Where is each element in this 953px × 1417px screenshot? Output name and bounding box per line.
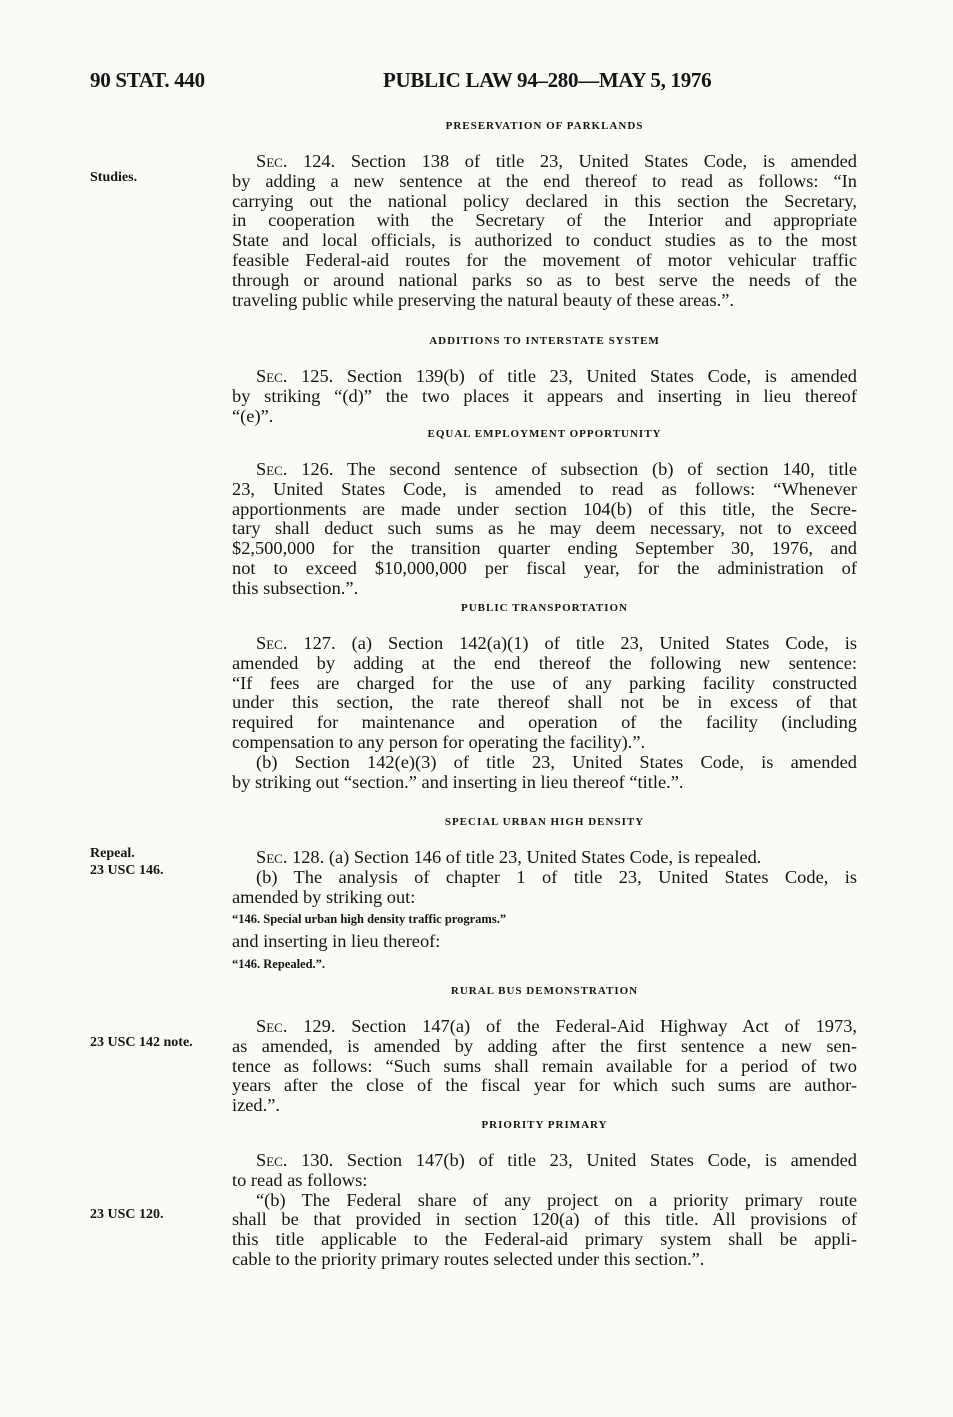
section-label: Sec. [256,1016,288,1036]
sidenote-studies: Studies. [90,170,138,185]
section [232,984,857,1116]
text-line: (b) The analysis of chapter 1 of title 23, United States Code, is [256,866,857,887]
text-line: this title applicable to the Federal-aid primary system shall be appli- [232,1229,857,1250]
text-line: carrying out the national policy declared in this section the Secretary, [232,190,857,211]
text-line: by striking “(d)” the two places it appears and inserting in lieu thereof [232,385,857,406]
text-line: through or around national parks so as to best serve the needs of the [232,269,857,290]
text-line: Sec. 129. Section 147(a) of the Federal-Aid Highway Act of 1973, [256,1016,857,1036]
text-line: $2,500,000 for the transition quarter ending September 30, 1976, and [232,538,857,559]
text-line: tence as follows: “Such sums shall remain available for a period of two [232,1055,857,1076]
text-line: as amended, is amended by adding after the first sentence a new sen- [232,1035,857,1056]
quoted-entry: “146. Repealed.”. [232,957,326,972]
text-line: Sec. 128. (a) Section 146 of title 23, United States Code, is repealed. [256,847,762,867]
text-line: amended by striking out: [232,886,416,907]
text-line: apportionments are made under section 104(b) of this title, the Secre- [232,498,857,519]
section [232,1118,857,1270]
text-line: by adding a new sentence at the end thereof to read as follows: “In [232,170,857,191]
section-label: Sec. [256,151,288,171]
section [232,334,857,426]
sidenote-23usc142: 23 USC 142 note. [90,1035,193,1050]
text-line: traveling public while preserving the natural beauty of these areas.”. [232,289,734,310]
text-line: shall be that provided in section 120(a) of this title. All provisions of [232,1209,857,1230]
section-heading: SPECIAL URBAN HIGH DENSITY [444,816,645,828]
section-heading: PRIORITY PRIMARY [481,1119,608,1131]
section [232,119,857,310]
text-line: Sec. 125. Section 139(b) of title 23, United States Code, is amended [256,366,857,386]
text-line: to read as follows: [232,1169,368,1190]
text-line: Sec. 126. The second sentence of subsection (b) of section 140, title [256,459,857,479]
section-heading: RURAL BUS DEMONSTRATION [450,985,639,997]
text-line: 23, United States Code, is amended to read as follows: “Whenever [232,478,857,499]
text-line: State and local officials, is authorized to conduct studies as to the most [232,230,857,251]
text-line: cable to the priority primary routes selected under this section.”. [232,1248,705,1269]
section-label: Sec. [256,1150,288,1170]
section-label: Sec. [256,847,288,867]
text-line: Sec. 124. Section 138 of title 23, United States Code, is amended [256,151,857,171]
section [232,815,857,977]
text-line: Sec. 130. Section 147(b) of title 23, United States Code, is amended [256,1150,857,1170]
running-title: PUBLIC LAW 94–280—MAY 5, 1976 [383,68,712,92]
text-line: this subsection.”. [232,577,359,598]
section-heading: ADDITIONS TO INTERSTATE SYSTEM [429,335,660,347]
section-heading: EQUAL EMPLOYMENT OPPORTUNITY [427,428,662,440]
text-line: “(e)”. [232,405,274,426]
text-line: “If fees are charged for the use of any parking facility constructed [232,672,857,693]
text-line: compensation to any person for operating the facility).”. [232,731,646,752]
text-line: Sec. 127. (a) Section 142(a)(1) of title 23, United States Code, is [256,633,857,653]
text-line: amended by adding at the end thereof the following new sentence: [232,652,857,673]
text-line: years after the close of the fiscal year for which such sums are author- [232,1075,857,1096]
stat-page-number: 90 STAT. 440 [90,68,205,92]
text-line: required for maintenance and operation of the facility (including [232,712,857,733]
text-line: by striking out “section.” and inserting in lieu thereof “title.”. [232,771,684,792]
section-heading: PRESERVATION OF PARKLANDS [445,120,644,132]
text-line: in cooperation with the Secretary of the Interior and appropriate [232,210,857,231]
text-line: ized.”. [232,1095,280,1116]
text-line: and inserting in lieu thereof: [232,931,441,952]
quoted-entry: “146. Special urban high density traffic programs.” [232,912,507,927]
sidenote-repeal: Repeal. [90,846,135,861]
text-line: not to exceed $10,000,000 per fiscal year, for the administration of [232,557,857,578]
text-line: (b) Section 142(e)(3) of title 23, United States Code, is amended [256,751,857,772]
text-line: “(b) The Federal share of any project on a priority primary route [256,1189,857,1210]
sidenote-23usc120: 23 USC 120. [90,1207,164,1222]
text-line: tary shall deduct such sums as he may deem necessary, not to exceed [232,518,857,539]
section-label: Sec. [256,366,288,386]
section-heading: PUBLIC TRANSPORTATION [461,602,628,614]
section-label: Sec. [256,633,288,653]
section [232,427,857,599]
section [232,601,857,792]
section-label: Sec. [256,459,288,479]
text-line: under this section, the rate thereof shall not be in excess of that [232,692,857,713]
text-line: feasible Federal-aid routes for the movement of motor vehicular traffic [232,249,857,270]
sidenote-23usc146: 23 USC 146. [90,863,164,878]
